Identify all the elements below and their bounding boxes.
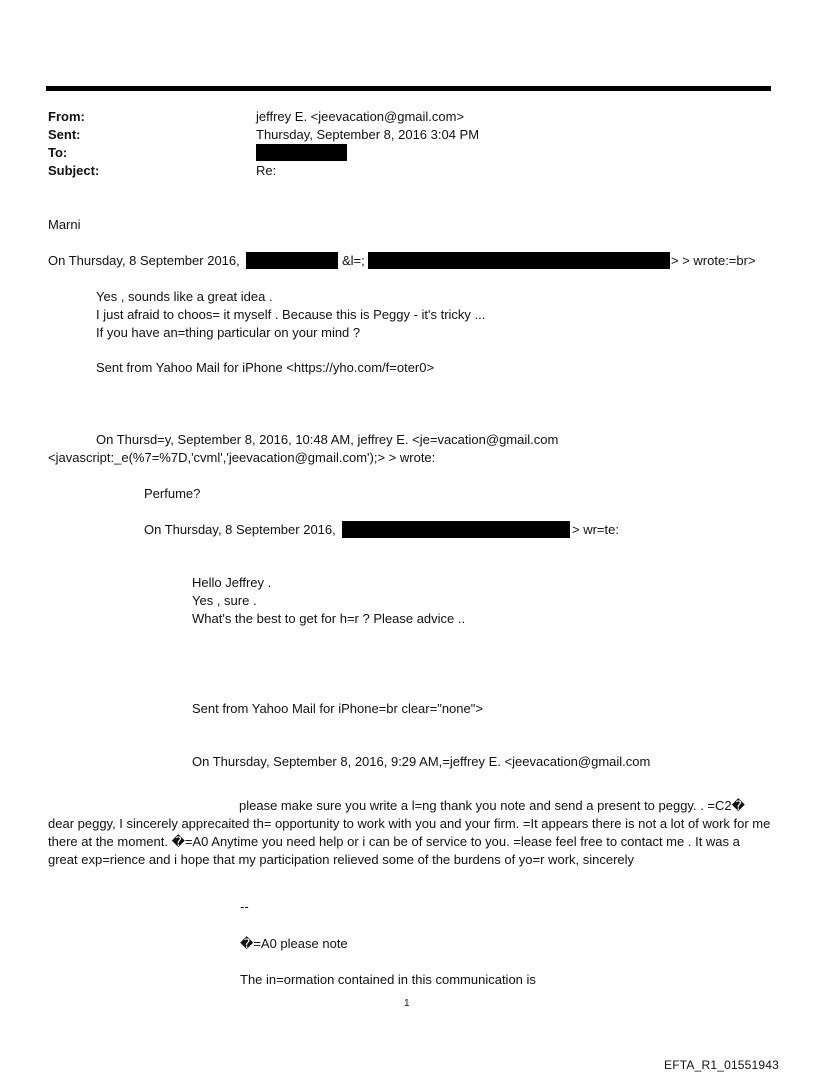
reply3-line: What's the best to get for h=r ? Please advice .. bbox=[192, 611, 466, 626]
subject-value: Re: bbox=[256, 163, 277, 178]
quote1-prefix: On Thursday, 8 September 2016, bbox=[48, 253, 240, 268]
original-message-paragraph: please make sure you write a l=ng thank you note and send a present to peggy. . =C2� dear peggy, I sincerely apprecaited th= opportunity to work with you and your firm. =It appears there is not a lot of work for me there at the moment. �=A0 Anytime you need help or i can be of service to you. =lease feel free to contact me . It was a great exp=rience and i hope that my participation relieved some of the burdens of yo=r work, sincerely bbox=[48, 798, 771, 867]
separator: -- bbox=[240, 899, 249, 914]
reply1-line: If you have an=thing particular on your mind ? bbox=[96, 325, 361, 340]
reply3-signature: Sent from Yahoo Mail for iPhone=br clear="none"> bbox=[192, 701, 483, 716]
reply1-signature: Sent from Yahoo Mail for iPhone <https://yho.com/f=oter0> bbox=[96, 360, 435, 375]
from-label: From: bbox=[48, 109, 85, 124]
redaction-quote1-a bbox=[246, 252, 338, 269]
document-id: EFTA_R1_01551943 bbox=[664, 1058, 780, 1072]
reply3-line: Hello Jeffrey . bbox=[192, 575, 272, 590]
quote4: On Thursday, September 8, 2016, 9:29 AM,=jeffrey E. <jeevacation@gmail.com bbox=[192, 754, 651, 769]
salutation: Marni bbox=[48, 217, 81, 232]
reply1-line: I just afraid to choos= it myself . Because this is Peggy - it's tricky ... bbox=[96, 307, 486, 322]
reply2: Perfume? bbox=[144, 486, 201, 501]
quote2-line2: <javascript:_e(%7=%7D,'cvml','jeevacation@gmail.com');> > wrote: bbox=[48, 450, 436, 465]
quote1-suffix: > > wrote:=br> bbox=[671, 253, 756, 268]
sent-value: Thursday, September 8, 2016 3:04 PM bbox=[256, 127, 480, 142]
header-rule bbox=[46, 86, 771, 91]
quote1-mid: &l=; bbox=[342, 253, 365, 268]
disclaimer-line: The in=ormation contained in this communication is bbox=[240, 972, 536, 987]
redaction-quote3 bbox=[342, 521, 570, 538]
note-line: �=A0 please note bbox=[240, 936, 348, 951]
quote2-line1: On Thursd=y, September 8, 2016, 10:48 AM, jeffrey E. <je=vacation@gmail.com bbox=[96, 432, 559, 447]
reply1-line: Yes , sounds like a great idea . bbox=[96, 289, 273, 304]
subject-label: Subject: bbox=[48, 163, 100, 178]
sent-label: Sent: bbox=[48, 127, 81, 142]
quote3-suffix: > wr=te: bbox=[572, 522, 619, 537]
to-label: To: bbox=[48, 145, 68, 160]
reply3-line: Yes , sure . bbox=[192, 593, 257, 608]
page-number: 1 bbox=[404, 998, 410, 1009]
redaction-quote1-b bbox=[368, 252, 670, 269]
quote3-prefix: On Thursday, 8 September 2016, bbox=[144, 522, 336, 537]
from-value: jeffrey E. <jeevacation@gmail.com> bbox=[256, 109, 465, 124]
redaction-to bbox=[256, 144, 347, 161]
